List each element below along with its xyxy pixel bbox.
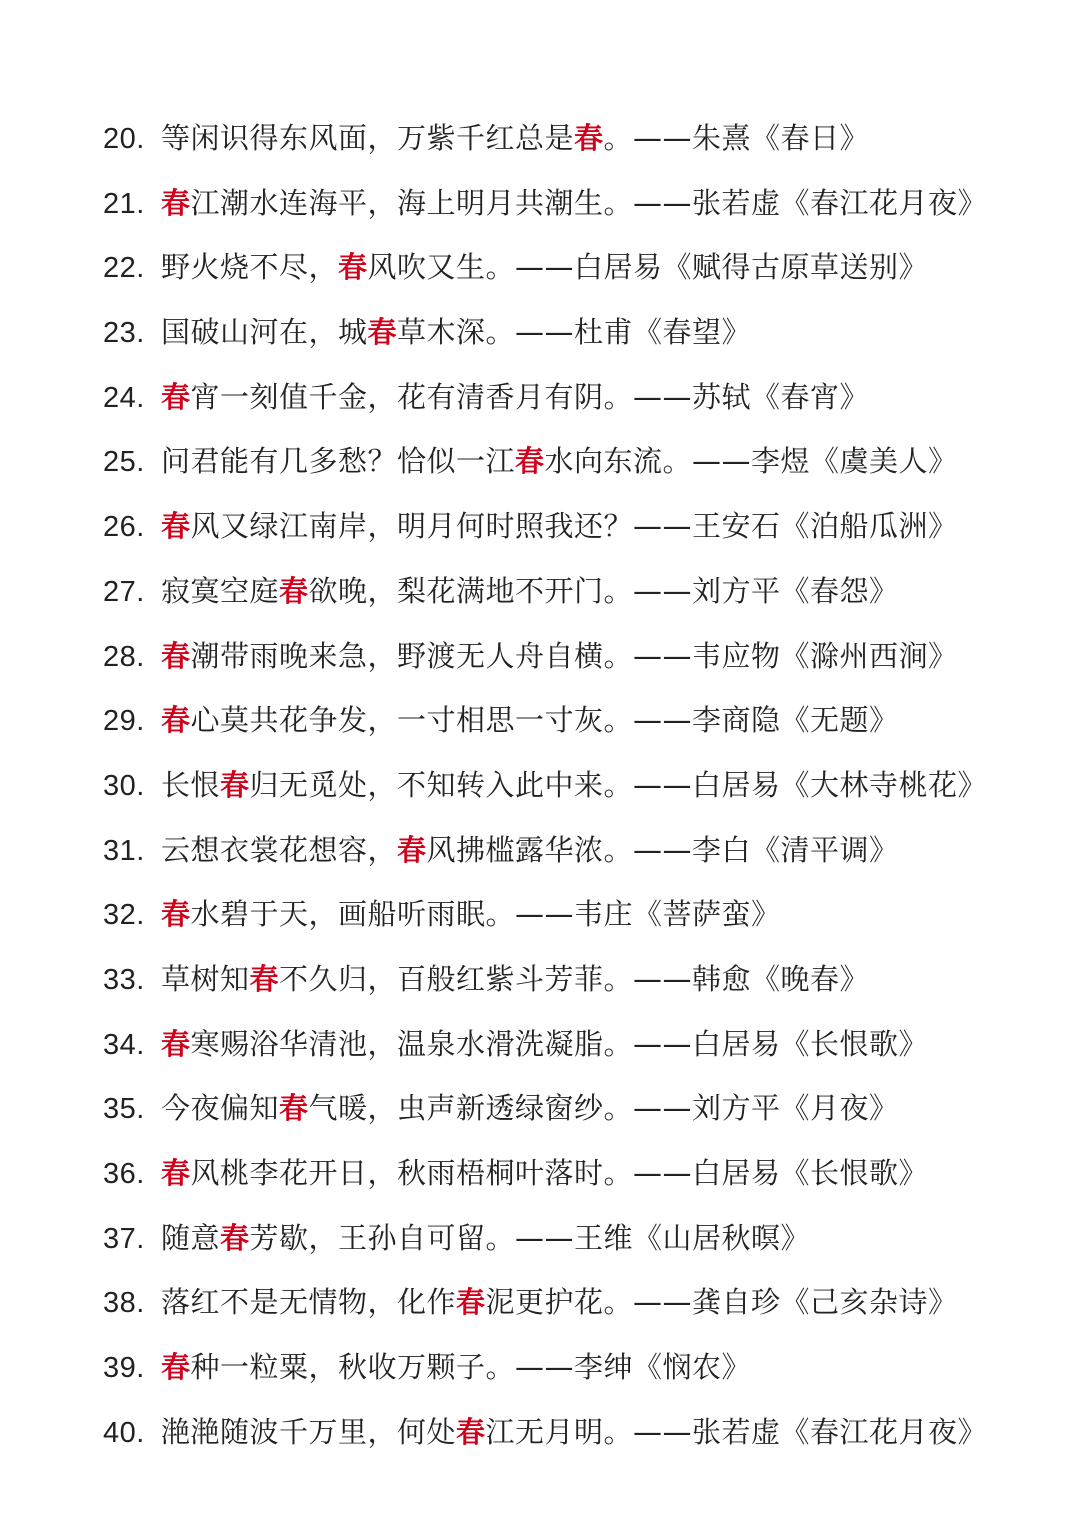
highlighted-character: 春 xyxy=(249,961,280,996)
highlighted-character: 春 xyxy=(161,897,191,932)
verse-text-before: 草树知 xyxy=(161,961,250,996)
verse-text-after: 气暖，虫声新透绿窗纱。——刘方平《月夜》 xyxy=(308,1091,899,1126)
highlighted-character: 春 xyxy=(161,379,191,414)
verse-text-before: 滟滟随波千万里，何处 xyxy=(161,1414,457,1449)
line-number: 35. xyxy=(103,1093,145,1126)
highlighted-character: 春 xyxy=(279,573,309,608)
poem-line xyxy=(103,106,987,171)
highlighted-character: 春 xyxy=(456,1414,486,1449)
highlighted-character: 春 xyxy=(220,767,250,802)
line-number: 26. xyxy=(103,511,145,544)
line-number: 34. xyxy=(103,1028,145,1061)
verse-text-after: 种一粒粟，秋收万颗子。——李绅《悯农》 xyxy=(190,1350,752,1385)
verse-text-before: 云想衣裳花想容， xyxy=(161,832,398,867)
verse-text-after: 不久归，百般红紫斗芳菲。——韩愈《晚春》 xyxy=(279,961,870,996)
poem-line xyxy=(103,882,987,947)
verse-text-after: 。——朱熹《春日》 xyxy=(603,121,870,155)
verse-text-before: 落红不是无情物，化作 xyxy=(161,1285,457,1320)
highlighted-character: 春 xyxy=(338,250,368,285)
poem-line xyxy=(103,688,987,753)
line-number: 32. xyxy=(103,899,145,932)
highlighted-character: 春 xyxy=(161,1026,191,1061)
poem-line xyxy=(103,1076,987,1141)
poem-line xyxy=(103,300,987,365)
verse-text-before: 随意 xyxy=(161,1220,221,1255)
verse-text-after: 水碧于天，画船听雨眠。——韦庄《菩萨蛮》 xyxy=(190,897,781,932)
poem-line xyxy=(103,429,987,494)
highlighted-character: 春 xyxy=(161,509,191,544)
line-number: 31. xyxy=(103,834,145,867)
verse-text-before: 今夜偏知 xyxy=(161,1091,280,1126)
line-number: 24. xyxy=(103,381,145,414)
verse-text-after: 欲晚，梨花满地不开门。——刘方平《春怨》 xyxy=(308,573,899,608)
poem-line xyxy=(103,1206,987,1271)
line-number: 21. xyxy=(103,187,145,220)
poem-line xyxy=(103,1270,987,1335)
verse-text-before: 问君能有几多愁？恰似一江 xyxy=(161,444,516,479)
verse-text-after: 草木深。——杜甫《春望》 xyxy=(397,315,752,350)
line-number: 36. xyxy=(103,1158,145,1190)
verse-text-before: 寂寞空庭 xyxy=(161,573,280,608)
line-number: 27. xyxy=(103,575,145,608)
poem-line xyxy=(103,494,987,559)
poem-line xyxy=(103,1400,987,1465)
highlighted-character: 春 xyxy=(279,1091,309,1126)
poem-line xyxy=(103,818,987,883)
poem-line xyxy=(103,365,987,430)
verse-text-after: 芳歇，王孙自可留。——王维《山居秋暝》 xyxy=(249,1220,811,1255)
verse-text-after: 泥更护花。——龚自珍《己亥杂诗》 xyxy=(485,1285,958,1320)
highlighted-character: 春 xyxy=(367,315,398,350)
highlighted-character: 春 xyxy=(515,444,545,479)
verse-text-after: 江无月明。——张若虚《春江花月夜》 xyxy=(485,1414,988,1449)
line-number: 25. xyxy=(103,446,145,479)
verse-text-before: 野火烧不尽， xyxy=(161,250,339,285)
line-number: 28. xyxy=(103,640,145,673)
line-number: 29. xyxy=(103,705,145,738)
poem-line xyxy=(103,559,987,624)
line-number: 23. xyxy=(103,317,145,350)
poem-line xyxy=(103,947,987,1012)
line-number: 30. xyxy=(103,769,145,802)
highlighted-character: 春 xyxy=(456,1285,486,1320)
verse-text-after: 风桃李花开日，秋雨梧桐叶落时。——白居易《长恨歌》 xyxy=(190,1156,929,1190)
line-number: 38. xyxy=(103,1287,145,1320)
highlighted-character: 春 xyxy=(220,1220,250,1255)
poem-line xyxy=(103,753,987,818)
highlighted-character: 春 xyxy=(161,638,191,673)
poem-line xyxy=(103,1141,987,1206)
line-number: 20. xyxy=(103,123,145,155)
line-number: 40. xyxy=(103,1416,145,1449)
verse-text-after: 寒赐浴华清池，温泉水滑洗凝脂。——白居易《长恨歌》 xyxy=(190,1026,929,1061)
line-number: 33. xyxy=(103,963,145,996)
verse-text-after: 归无觅处，不知转入此中来。——白居易《大林寺桃花》 xyxy=(249,767,988,802)
highlighted-character: 春 xyxy=(161,1156,191,1190)
verse-text-after: 心莫共花争发，一寸相思一寸灰。——李商隐《无题》 xyxy=(190,703,899,738)
verse-text-after: 水向东流。——李煜《虞美人》 xyxy=(544,444,958,479)
poem-list xyxy=(103,106,987,1464)
highlighted-character: 春 xyxy=(161,703,191,738)
poem-line xyxy=(103,1012,987,1077)
highlighted-character: 春 xyxy=(574,121,604,155)
poem-line xyxy=(103,235,987,300)
verse-text-before: 长恨 xyxy=(161,767,221,802)
highlighted-character: 春 xyxy=(161,185,191,220)
verse-text-after: 江潮水连海平，海上明月共潮生。——张若虚《春江花月夜》 xyxy=(190,185,988,220)
highlighted-character: 春 xyxy=(161,1350,191,1385)
verse-text-after: 风吹又生。——白居易《赋得古原草送别》 xyxy=(367,250,929,285)
verse-text-before: 国破山河在，城 xyxy=(161,315,368,350)
poem-line xyxy=(103,624,987,689)
line-number: 37. xyxy=(103,1222,145,1255)
verse-text-after: 风又绿江南岸，明月何时照我还？——王安石《泊船瓜洲》 xyxy=(190,509,958,544)
poem-line xyxy=(103,1335,987,1400)
verse-text-after: 潮带雨晚来急，野渡无人舟自横。——韦应物《滁州西涧》 xyxy=(190,638,958,673)
line-number: 39. xyxy=(103,1352,145,1385)
highlighted-character: 春 xyxy=(397,832,427,867)
verse-text-after: 风拂槛露华浓。——李白《清平调》 xyxy=(426,832,899,867)
verse-text-after: 宵一刻值千金，花有清香月有阴。——苏轼《春宵》 xyxy=(190,379,870,414)
poem-line xyxy=(103,171,987,236)
line-number: 22. xyxy=(103,252,145,285)
verse-text-before: 等闲识得东风面，万紫千红总是 xyxy=(161,121,575,155)
